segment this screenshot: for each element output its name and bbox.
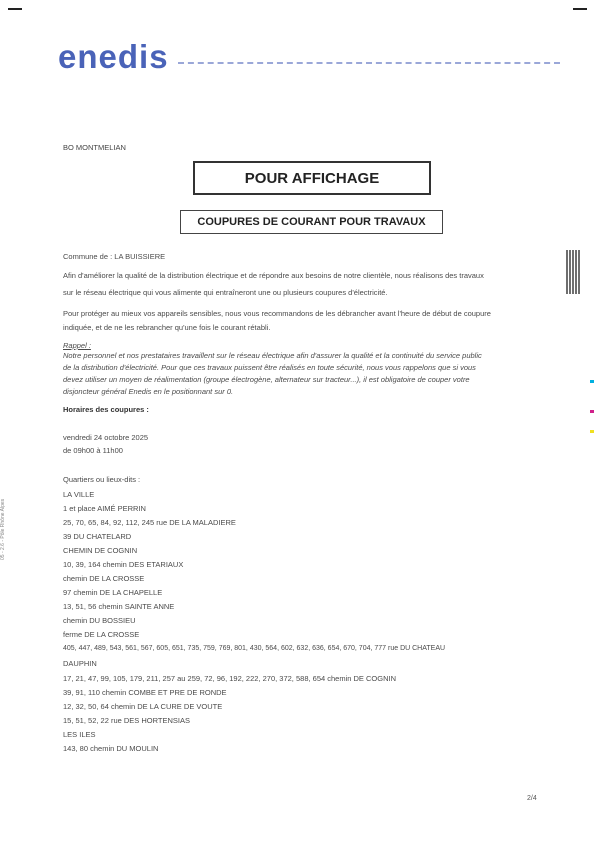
commune-line: Commune de : LA BUISSIERE bbox=[63, 252, 166, 261]
banner-title-text: POUR AFFICHAGE bbox=[244, 169, 380, 187]
location-item: 25, 70, 65, 84, 92, 112, 245 rue DE LA MALADIERE bbox=[63, 518, 236, 527]
banner-title bbox=[193, 161, 431, 195]
reminder-title: Rappel : bbox=[63, 341, 91, 350]
page-number: 2/4 bbox=[527, 795, 537, 802]
schedule-title: Horaires des coupures : bbox=[63, 405, 149, 414]
location-item: 13, 51, 56 chemin SAINTE ANNE bbox=[63, 602, 175, 611]
location-item: ferme DE LA CROSSE bbox=[63, 630, 140, 639]
location-item: LES ILES bbox=[63, 730, 96, 739]
location-item: LA VILLE bbox=[63, 490, 95, 499]
schedule-time: de 09h00 à 11h00 bbox=[63, 446, 123, 455]
location-item: 39, 91, 110 chemin COMBE ET PRE DE RONDE bbox=[63, 688, 227, 697]
scan-corner-right bbox=[573, 8, 587, 10]
reminder-line-2: de la distribution d'électricité. Pour que ces travaux puissent être réalisés en toute sécurité, nous vous rappelons que si vous bbox=[63, 363, 476, 372]
agency-name: BO MONTMELIAN bbox=[63, 143, 126, 152]
location-item: 15, 51, 52, 22 rue DES HORTENSIAS bbox=[63, 716, 191, 725]
location-item: 39 DU CHATELARD bbox=[63, 532, 132, 541]
advice-line-1: Pour protéger au mieux vos appareils sensibles, nous vous recommandons de les débrancher avant l'heure de début de coupure bbox=[63, 309, 491, 318]
location-item: 143, 80 chemin DU MOULIN bbox=[63, 744, 159, 753]
banner-subtitle-text: COUPURES DE COURANT POUR TRAVAUX bbox=[197, 216, 426, 228]
reminder-line-4: disjoncteur général Enedis en le positionnant sur 0. bbox=[63, 387, 234, 396]
advice-line-2: indiquée, et de ne les rebrancher qu'une fois le courant rétabli. bbox=[63, 323, 271, 332]
schedule-date: vendredi 24 octobre 2025 bbox=[63, 433, 149, 442]
print-mark-yellow bbox=[590, 430, 594, 433]
header-divider bbox=[178, 62, 560, 64]
location-item: chemin DE LA CROSSE bbox=[63, 574, 145, 583]
location-item: 17, 21, 47, 99, 105, 179, 211, 257 au 259, 72, 96, 192, 222, 270, 372, 588, 654 chemin DE COGNIN bbox=[63, 674, 397, 683]
location-item: chemin DU BOSSIEU bbox=[63, 616, 136, 625]
print-mark-magenta bbox=[590, 410, 594, 413]
intro-line-1: Afin d'améliorer la qualité de la distribution électrique et de répondre aux besoins de notre clientèle, nous réalisons des travaux bbox=[63, 271, 484, 280]
location-item: DAUPHIN bbox=[63, 659, 97, 668]
side-reference: 05 - 2.6 - Pôle Rhône Alpes bbox=[0, 498, 6, 560]
location-item: 12, 32, 50, 64 chemin DE LA CURE DE VOUTE bbox=[63, 702, 223, 711]
location-item: 10, 39, 164 chemin DES ETARIAUX bbox=[63, 560, 184, 569]
location-item: CHEMIN DE COGNIN bbox=[63, 546, 138, 555]
reminder-line-3: devez utiliser un moyen de réalimentation (groupe électrogène, alternateur sur tracteur...), il est obligatoire de couper votre bbox=[63, 375, 470, 384]
scan-corner-left bbox=[8, 8, 22, 10]
print-mark-cyan bbox=[590, 380, 594, 383]
qr-code bbox=[566, 250, 580, 294]
intro-line-2: sur le réseau électrique qui vous alimente qui entraîneront une ou plusieurs coupures d'électricité. bbox=[63, 288, 388, 297]
location-item: 1 et place AIMÉ PERRIN bbox=[63, 504, 146, 513]
banner-subtitle bbox=[180, 210, 443, 234]
location-item: 405, 447, 489, 543, 561, 567, 605, 651, 735, 759, 769, 801, 430, 564, 602, 632, 636, 654, 670, 704, 777 rue DU CHATEAU bbox=[63, 645, 446, 652]
locations-title: Quartiers ou lieux-dits : bbox=[63, 475, 141, 484]
location-item: 97 chemin DE LA CHAPELLE bbox=[63, 588, 163, 597]
reminder-line-1: Notre personnel et nos prestataires travaillent sur le réseau électrique afin d'assurer la qualité et la continuité du service public bbox=[63, 351, 482, 360]
enedis-logo: enedis bbox=[58, 38, 169, 75]
